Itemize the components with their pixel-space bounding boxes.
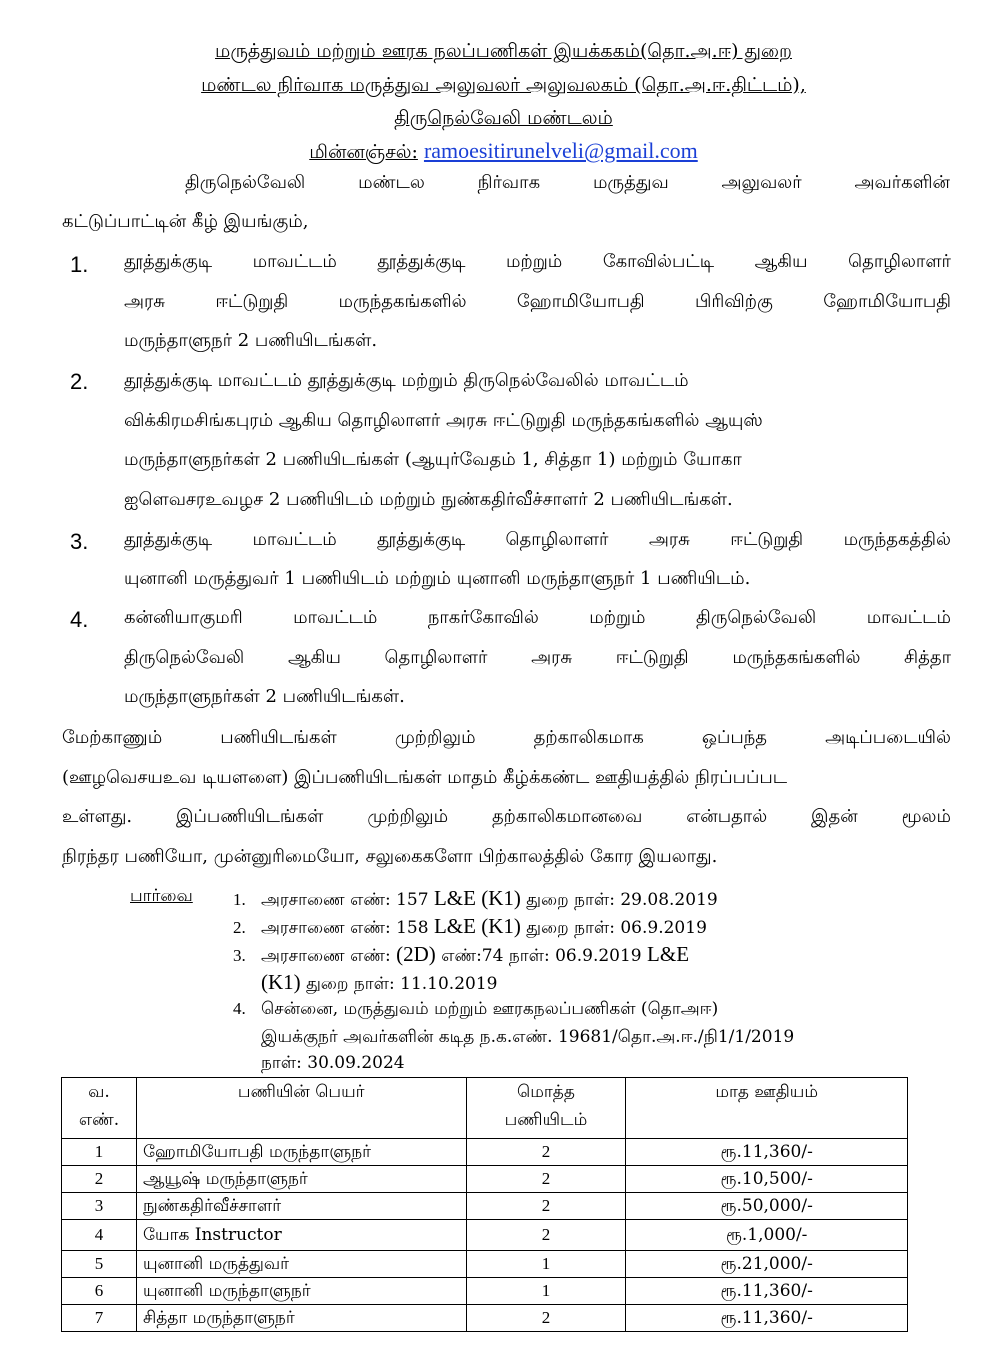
para-line-4: நிரந்தர பணியோ, முன்னுரிமையோ, சலுகைகளோ பிற்காலத்தில் கோர இயலாது. <box>62 846 718 867</box>
cell-salary: ரூ.11,360/- <box>626 1305 908 1332</box>
header-office: மண்டல நிர்வாக மருத்துவ அலுவலர் அலுவலகம் (தொ.அ.ஈ.திட்டம்), <box>201 74 806 96</box>
cell-sno: 7 <box>62 1305 137 1332</box>
intro-line-2: கட்டுப்பாட்டின் கீழ் இயங்கும், <box>62 211 309 232</box>
item-4-line-3: மருந்தாளுநர்கள் 2 பணியிடங்கள். <box>124 686 405 707</box>
item-2-line-2: விக்கிரமசிங்கபுரம் ஆகிய தொழிலாளர் அரசு ஈட்டுறுதி மருந்தகங்களில் ஆயுஸ் <box>124 410 763 431</box>
cell-sno: 2 <box>62 1166 137 1193</box>
references-label: பார்வை <box>130 886 193 906</box>
table-row <box>62 1139 908 1166</box>
item-3-line-2: யுனானி மருத்துவர் 1 பணியிடம் மற்றும் யுனானி மருந்தாளுநர் 1 பணியிடம். <box>124 568 751 589</box>
item-2-line-3: மருந்தாளுநர்கள் 2 பணியிடங்கள் (ஆயுர்வேதம் 1, சித்தா 1) மற்றும் யோகா <box>124 449 742 470</box>
cell-post-name: யுனானி மருந்தாளுநர் <box>136 1278 466 1305</box>
reference-3: 3. அரசாணை எண்: (2D) எண்:74 நாள்: 06.9.2019 L&E <box>233 942 690 966</box>
item-4-line-2: திருநெல்வேலி ஆகிய தொழிலாளர் அரசு ஈட்டுறுதி மருந்தகங்களில் சித்தா <box>124 647 951 668</box>
cell-count: 2 <box>466 1220 626 1251</box>
cell-post-name: யோக Instructor <box>136 1220 466 1251</box>
item-1-number: 1. <box>70 252 89 277</box>
table-row <box>62 1166 908 1193</box>
item-2-line-4: ஐளெவசரஉவழச 2 பணியிடம் மற்றும் நுண்கதிர்வீச்சாளர் 2 பணியிடங்கள். <box>124 489 733 510</box>
cell-post-name: யுனானி மருத்துவர் <box>136 1251 466 1278</box>
table-row <box>62 1193 908 1220</box>
cell-count: 1 <box>466 1251 626 1278</box>
reference-4: 4. சென்னை, மருத்துவம் மற்றும் ஊரகநலப்பணிகள் (தொஅஈ) <box>233 999 719 1019</box>
cell-post-name: நுண்கதிர்வீச்சாளர் <box>136 1193 466 1220</box>
cell-sno: 1 <box>62 1139 137 1166</box>
posts-table <box>61 1077 908 1332</box>
email-link[interactable]: ramoesitirunelveli@gmail.com <box>423 138 698 163</box>
reference-1: 1. அரசாணை எண்: 157 L&E (K1) துறை நாள்: 29.08.2019 <box>233 886 718 910</box>
para-line-2: (ஊழவெசயஉவ டியளளை) இப்பணியிடங்கள் மாதம் கீழ்க்கண்ட ஊதியத்தில் நிரப்பப்பட <box>62 767 788 788</box>
cell-salary: ரூ.1,000/- <box>626 1220 908 1251</box>
cell-salary: ரூ.21,000/- <box>626 1251 908 1278</box>
cell-count: 2 <box>466 1193 626 1220</box>
email-label: மின்னஞ்சல்: <box>309 141 418 163</box>
cell-sno: 3 <box>62 1193 137 1220</box>
item-4-line-1: கன்னியாகுமரி மாவட்டம் நாகர்கோவில் மற்றும் திருநெல்வேலி மாவட்டம் <box>124 607 951 628</box>
reference-2: 2. அரசாணை எண்: 158 L&E (K1) துறை நாள்: 06.9.2019 <box>233 914 707 938</box>
cell-salary: ரூ.50,000/- <box>626 1193 908 1220</box>
cell-post-name: சித்தா மருந்தாளுநர் <box>136 1305 466 1332</box>
table-row <box>62 1220 908 1251</box>
para-line-1: மேற்காணும் பணியிடங்கள் முற்றிலும் தற்காலிகமாக ஒப்பந்த அடிப்படையில் <box>62 727 951 748</box>
cell-salary: ரூ.11,360/- <box>626 1139 908 1166</box>
cell-post-name: ஆயூஷ் மருந்தாளுநர் <box>136 1166 466 1193</box>
header-department: மருத்துவம் மற்றும் ஊரக நலப்பணிகள் இயக்ககம்(தொ.அ.ஈ) துறை <box>215 40 792 62</box>
item-2-line-1: தூத்துக்குடி மாவட்டம் தூத்துக்குடி மற்றும் திருநெல்வேலில் மாவட்டம் <box>124 370 689 391</box>
item-4-number: 4. <box>70 607 89 632</box>
cell-salary: ரூ.10,500/- <box>626 1166 908 1193</box>
cell-post-name: ஹோமியோபதி மருந்தாளுநர் <box>136 1139 466 1166</box>
table-row <box>62 1278 908 1305</box>
reference-4-line-3: நாள்: 30.09.2024 <box>261 1053 405 1073</box>
item-3-line-1: தூத்துக்குடி மாவட்டம் தூத்துக்குடி தொழிலாளர் அரசு ஈட்டுறுதி மருந்தகத்தில் <box>124 529 951 550</box>
para-line-3: உள்ளது. இப்பணியிடங்கள் முற்றிலும் தற்காலிகமானவை என்பதால் இதன் மூலம் <box>62 806 951 827</box>
email-line <box>0 138 1007 166</box>
table-row <box>62 1305 908 1332</box>
cell-count: 2 <box>466 1139 626 1166</box>
cell-sno: 6 <box>62 1278 137 1305</box>
cell-count: 2 <box>466 1166 626 1193</box>
item-2-number: 2. <box>70 369 89 394</box>
cell-count: 1 <box>466 1278 626 1305</box>
reference-3-cont: (K1) துறை நாள்: 11.10.2019 <box>261 970 498 994</box>
table-header-row <box>62 1078 908 1139</box>
reference-4-line-2: இயக்குநர் அவர்களின் கடித ந.க.எண். 19681/தொ.அ.ஈ./நி1/1/2019 <box>261 1027 795 1047</box>
cell-count: 2 <box>466 1305 626 1332</box>
item-1-line-3: மருந்தாளுநர் 2 பணியிடங்கள். <box>124 330 378 351</box>
cell-salary: ரூ.11,360/- <box>626 1278 908 1305</box>
header-post-name: பணியின் பெயர் <box>136 1078 466 1139</box>
header-region: திருநெல்வேலி மண்டலம் <box>394 107 613 129</box>
item-1-line-2: அரசு ஈட்டுறுதி மருந்தகங்களில் ஹோமியோபதி பிரிவிற்கு ஹோமியோபதி <box>124 291 951 312</box>
item-1-line-1: தூத்துக்குடி மாவட்டம் தூத்துக்குடி மற்றும் கோவில்பட்டி ஆகிய தொழிலாளர் <box>124 251 951 272</box>
header-salary: மாத ஊதியம் <box>626 1078 908 1139</box>
header-sno: வ. எண். <box>62 1078 137 1139</box>
item-3-number: 3. <box>70 529 89 554</box>
table-row <box>62 1251 908 1278</box>
header-total-posts: மொத்த பணியிடம் <box>466 1078 626 1139</box>
cell-sno: 4 <box>62 1220 137 1251</box>
cell-sno: 5 <box>62 1251 137 1278</box>
intro-line-1: திருநெல்வேலி மண்டல நிர்வாக மருத்துவ அலுவலர் அவர்களின் <box>185 172 950 193</box>
